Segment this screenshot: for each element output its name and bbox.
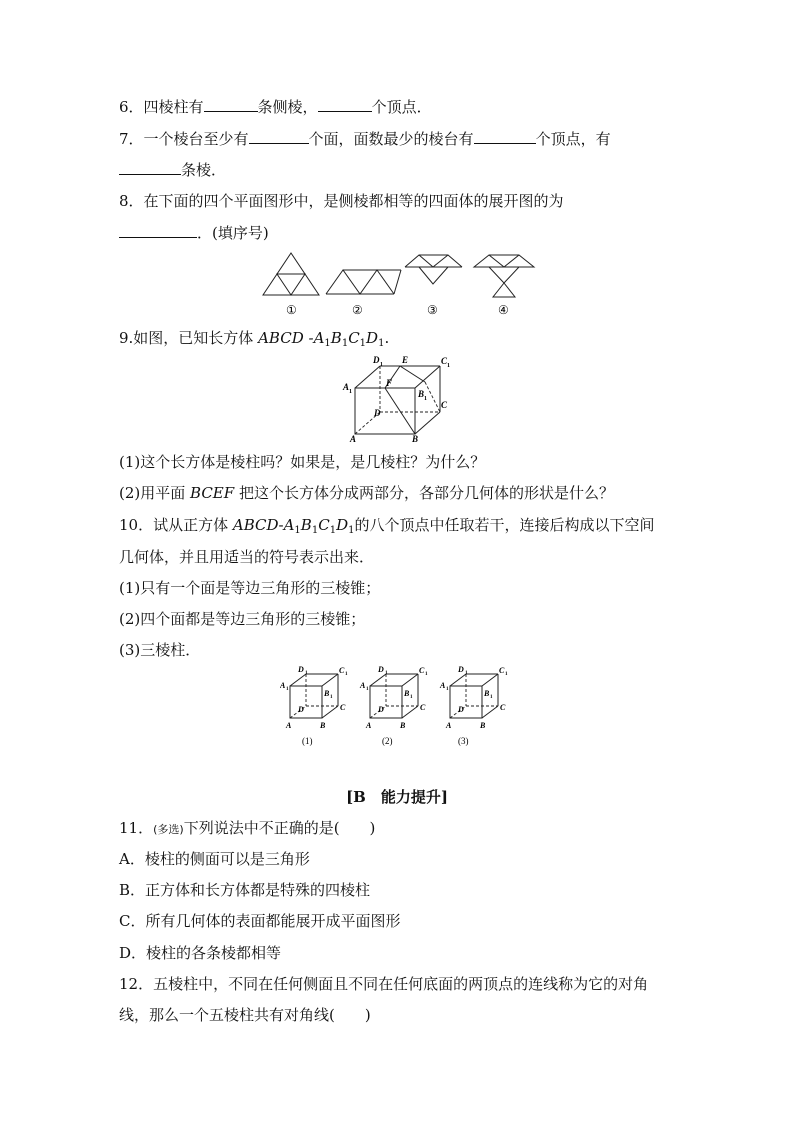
cube-label-1: (1) <box>302 736 313 746</box>
question-9: 9.如图，已知长方体 ABCD $-A_1B_1C_1D_1$. <box>119 329 390 349</box>
q8-text-b: ．(填序号) <box>197 224 269 242</box>
q11-option-b <box>119 880 370 900</box>
svg-text:1: 1 <box>349 389 352 395</box>
nets-svg <box>250 250 550 320</box>
label-A1: A <box>343 382 350 392</box>
label-F: F <box>386 378 393 388</box>
q12-line2: 线，那么一个五棱柱共有对角线( ) <box>119 1006 371 1024</box>
question-6 <box>119 97 432 117</box>
section-title: [B 能力提升] <box>346 788 448 806</box>
option-text: C．所有几何体的表面都能展开成平面图形 <box>119 912 401 930</box>
option-text: A．棱柱的侧面可以是三角形 <box>119 850 310 868</box>
svg-text:1: 1 <box>380 362 383 368</box>
q7-text-c: 个顶点，有 <box>535 130 611 148</box>
q11-number: 11． <box>119 819 154 837</box>
q6-text-b: 条侧棱， <box>257 98 318 116</box>
q9-p1: (1)这个长方体是棱柱吗？如果是，是几棱柱？为什么？ <box>119 453 486 471</box>
question-12 <box>119 974 648 994</box>
cube-3 <box>439 665 508 730</box>
question-9-part-2 <box>119 483 614 503</box>
cubes-figure <box>280 664 520 754</box>
answer-blank <box>119 160 181 175</box>
label-C: C <box>441 400 448 410</box>
answer-blank <box>474 129 536 144</box>
answer-blank <box>119 223 197 238</box>
question-11 <box>119 818 375 840</box>
question-7 <box>119 129 611 149</box>
cube-1 <box>280 665 348 730</box>
question-10: 10．试从正方体 ABCD-$A_1B_1C_1D_1$的八个顶点中任取若干，连接后构成以下空间 <box>119 516 655 536</box>
q7-text-d: 条棱． <box>181 161 227 179</box>
question-7-cont <box>119 160 226 180</box>
multi-select-tag: (多选) <box>153 823 184 836</box>
label-E: E <box>402 355 409 365</box>
answer-blank <box>318 97 372 112</box>
q9-intro: 9.如图，已知长方体 <box>119 329 259 347</box>
label-C1: C <box>441 356 448 366</box>
q6-text-a: 6．四棱柱有 <box>119 98 204 116</box>
question-8-cont <box>119 223 269 243</box>
question-10-part-3 <box>119 640 200 660</box>
q9-p2-math: BCEF <box>190 484 235 502</box>
net-3 <box>405 255 462 284</box>
cube-label-2: (2) <box>382 736 393 746</box>
cuboid-figure <box>340 352 460 444</box>
net-label-3: ③ <box>427 303 438 317</box>
q10-math: ABCD <box>232 516 279 534</box>
net-label-4: ④ <box>498 303 509 317</box>
q10-p1: (1)只有一个面是等边三角形的三棱锥； <box>119 579 381 597</box>
svg-text:1: 1 <box>447 363 450 369</box>
q10-b: 的八个顶点中任取若干，连接后构成以下空间 <box>354 516 655 534</box>
q11-option-a <box>119 849 310 869</box>
q10-line2: 几何体，并且用适当的符号表示出来． <box>119 548 375 566</box>
question-12-cont <box>119 1005 371 1025</box>
answer-blank <box>249 129 309 144</box>
cubes-svg <box>280 664 520 754</box>
q11-option-c <box>119 911 400 931</box>
q7-text-b: 个面，面数最少的棱台有 <box>308 130 474 148</box>
net-2 <box>326 270 401 294</box>
tetrahedron-nets-figure <box>250 250 550 320</box>
q11-stem: 下列说法中不正确的是( ) <box>183 819 376 837</box>
net-label-1: ① <box>286 303 297 317</box>
question-10-part-1 <box>119 578 380 598</box>
q9-math: ABCD -A <box>258 329 325 347</box>
question-9-part-1 <box>119 452 485 472</box>
net-4 <box>474 255 534 297</box>
label-D: D <box>374 408 381 418</box>
q11-option-d <box>119 943 281 963</box>
net-label-2: ② <box>352 303 363 317</box>
q12-line1: 12．五棱柱中，不同在任何侧面且不同在任何底面的两顶点的连线称为它的对角 <box>119 975 649 993</box>
net-1 <box>263 253 319 295</box>
q9-intro-tail: . <box>384 329 390 347</box>
label-B: B <box>412 434 419 444</box>
cube-label-3: (3) <box>458 736 469 746</box>
option-text: D．棱柱的各条棱都相等 <box>119 944 282 962</box>
option-text: B．正方体和长方体都是特殊的四棱柱 <box>119 881 371 899</box>
q6-text-c: 个顶点． <box>371 98 432 116</box>
q7-text-a: 7．一个棱台至少有 <box>119 130 249 148</box>
q9-p2a: (2)用平面 <box>119 484 191 502</box>
section-heading <box>0 787 794 807</box>
label-B1: B <box>418 389 425 399</box>
q10-a: 10．试从正方体 <box>119 516 233 534</box>
svg-text:1: 1 <box>424 396 427 402</box>
answer-blank <box>204 97 258 112</box>
cube-2 <box>359 665 428 730</box>
question-8 <box>119 191 564 211</box>
q8-text-a: 8．在下面的四个平面图形中，是侧棱都相等的四面体的展开图的为 <box>119 192 564 210</box>
label-D1: D <box>373 355 380 365</box>
q10-p2: (2)四个面都是等边三角形的三棱锥； <box>119 610 366 628</box>
q10-p3: (3)三棱柱． <box>119 641 201 659</box>
q9-p2b: 把这个长方体分成两部分，各部分几何体的形状是什么？ <box>234 484 614 502</box>
question-10-cont <box>119 547 374 567</box>
cuboid-svg <box>340 352 460 444</box>
label-A: A <box>350 434 357 444</box>
question-10-part-2 <box>119 609 365 629</box>
